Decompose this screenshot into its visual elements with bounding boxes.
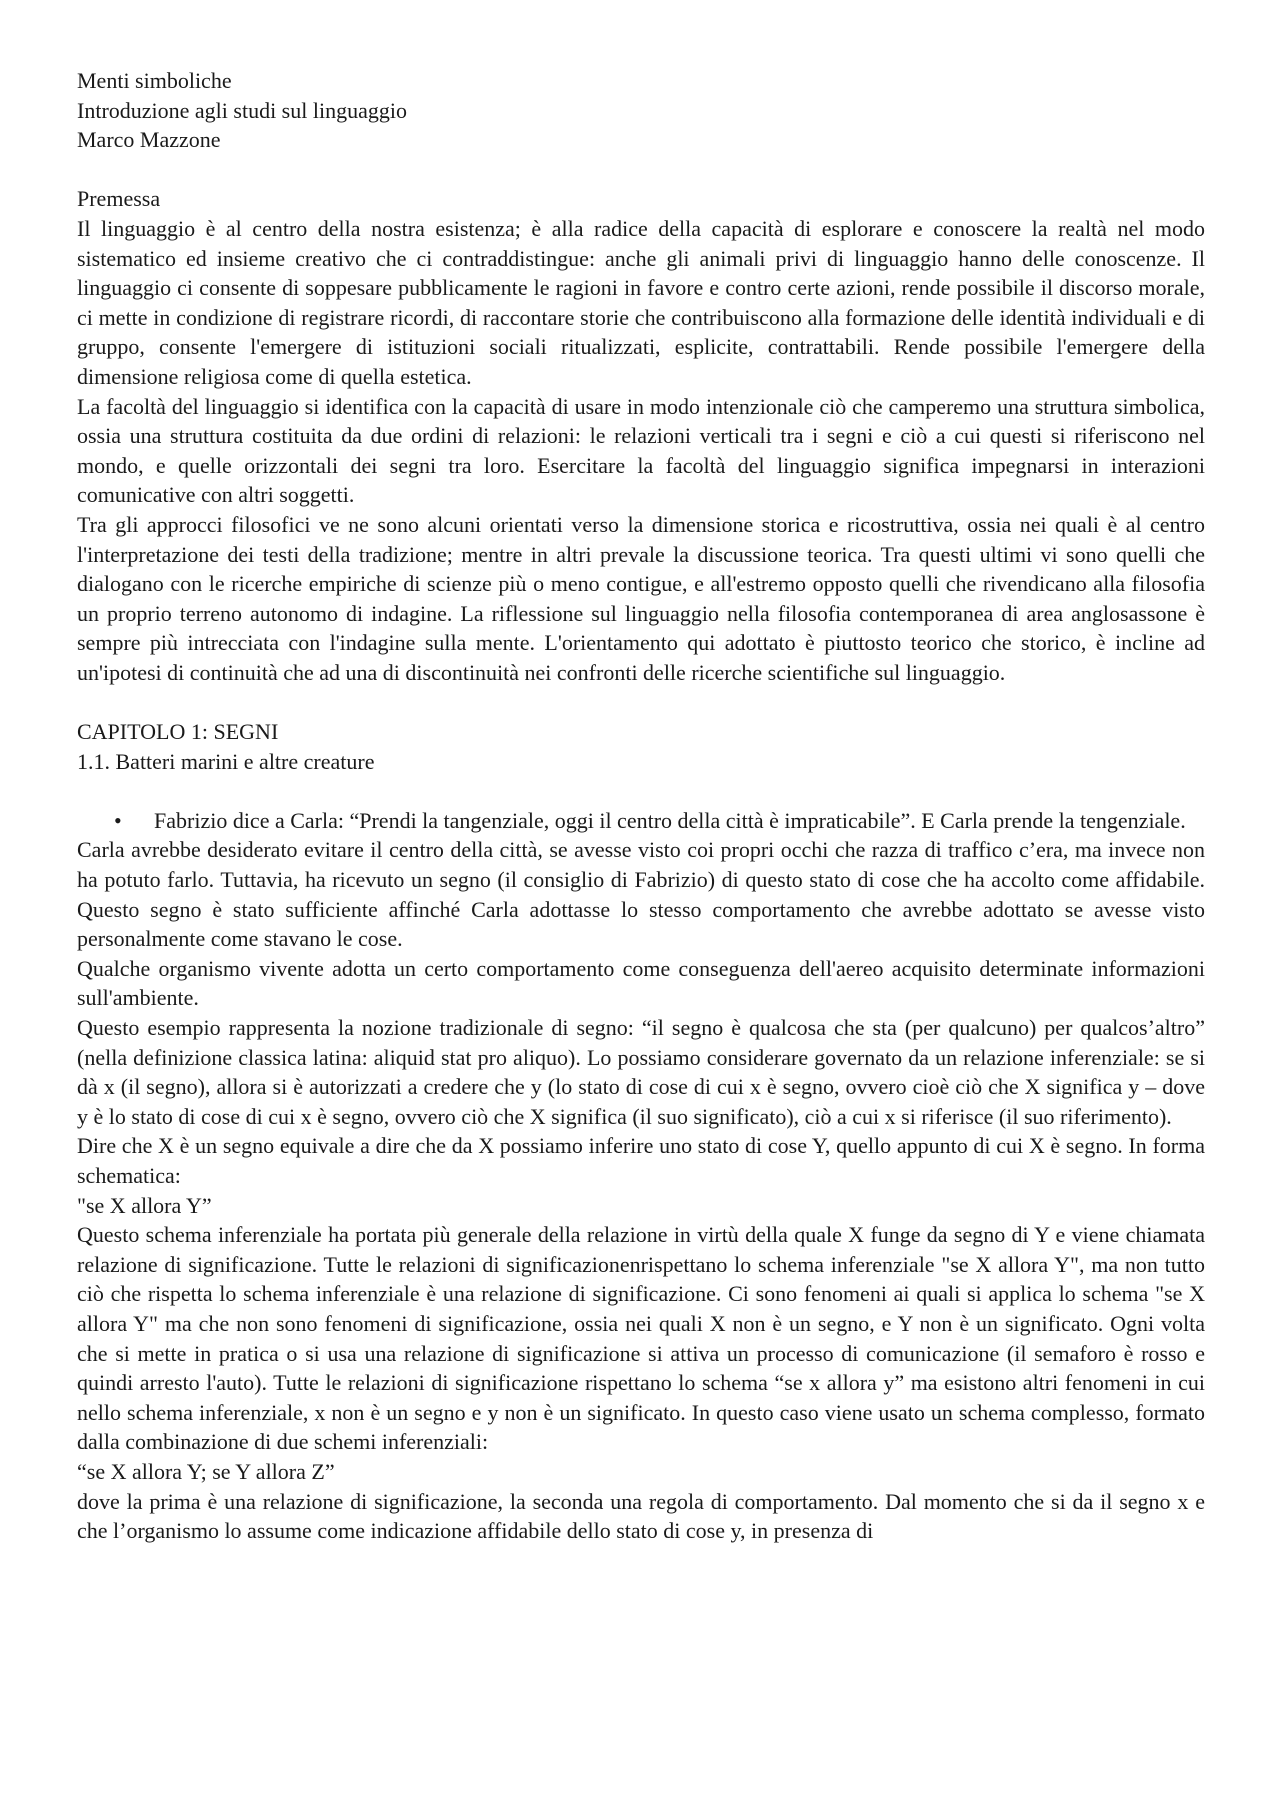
premessa-heading: Premessa	[77, 186, 161, 212]
chapter-paragraph-4: Dire che X è un segno equivale a dire che da X possiamo inferire uno stato di cose Y, quello appunto di cui X è segno. In forma schematica:	[77, 1133, 1205, 1188]
chapter-heading: CAPITOLO 1: SEGNI	[77, 719, 279, 745]
premessa-paragraph-1: Il linguaggio è al centro della nostra esistenza; è alla radice della capacità di esplorare e conoscere la realtà nel modo sistematico ed insieme creativo che ci contraddistingue: anche gli animali privi di linguaggio hanno delle conoscenze. Il linguaggio ci consente di soppesare pubblicamente le ragioni in favore e contro certe azioni, rende possibile il discorso morale, ci mette in condizione di registrare ricordi, di raccontare storie che contribuiscono alla formazione delle identità individuali e di gruppo, consente l'emergere di istituzioni sociali ritualizzati, esplicite, contrattabili. Rende possibile l'emergere della dimensione religiosa come di quella estetica.	[77, 215, 1205, 389]
chapter-paragraph-5: Questo schema inferenziale ha portata più generale della relazione in virtù della quale X funge da segno di Y e viene chiamata relazione di significazione. Tutte le relazioni di significazionenrispettano lo schema inferenziale "se X allora Y", ma non tutto ciò che rispetta lo schema inferenziale è una relazione di significazione. Ci sono fenomeni ai quali si applica lo schema "se X allora Y" ma che non sono fenomeni di significazione, ossia nei quali X non è un segno, e Y non è un significato. Ogni volta che si mette in pratica o si usa una relazione di significazione si attiva un processo di comunicazione (il semaforo è rosso e quindi arresto l'auto). Tutte le relazioni di significazione rispettano lo schema “se x allora y” ma esistono altri fenomeni in cui nello schema inferenziale, x non è un segno e y non è un significato. In questo caso viene usato un schema complesso, formato dalla combinazione di due schemi inferenziali:	[77, 1222, 1205, 1455]
list-item-text: Fabrizio dice a Carla: “Prendi la tangenziale, oggi il centro della città è impraticabile”. E Carla prende la tengenziale.	[154, 807, 1186, 833]
chapter-paragraph-1: Carla avrebbe desiderato evitare il centro della città, se avesse visto coi propri occhi che razza di traffico c’era, ma invece non ha potuto farlo. Tuttavia, ha ricevuto un segno (il consiglio di Fabrizio) di questo stato di cose che ha accolto come affidabile. Questo segno è stato sufficiente affinché Carla adottasse lo stesso comportamento che avrebbe adottato se avesse visto personalmente come stavano le cose.	[77, 837, 1205, 952]
premessa-paragraph-2: La facoltà del linguaggio si identifica con la capacità di usare in modo intenzionale ciò che camperemo una struttura simbolica, ossia una struttura costituita da due ordini di relazioni: le relazioni verticali tra i segni e ciò a cui questi si riferiscono nel mondo, e quelle orizzontali dei segni tra loro. Esercitare la facoltà del linguaggio significa impegnarsi in interazioni comunicative con altri soggetti.	[77, 393, 1205, 508]
bullet-icon: •	[114, 807, 122, 833]
book-subtitle: Introduzione agli studi sul linguaggio	[77, 97, 407, 123]
list-item	[77, 806, 1205, 836]
chapter-paragraph-3: Questo esempio rappresenta la nozione tradizionale di segno: “il segno è qualcosa che sta (per qualcuno) per qualcos’altro” (nella definizione classica latina: aliquid stat pro aliquo). Lo possiamo considerare governato da un relazione inferenziale: se si dà x (il segno), allora si è autorizzati a credere che y (lo stato di cose di cui x è segno, ovvero cioè ciò che X significa y – dove y è lo stato di cose di cui x è segno, ovvero ciò che X significa (il suo significato), ciò a cui x si riferisce (il suo riferimento).	[77, 1015, 1205, 1129]
blank-line	[77, 155, 1205, 185]
example-list	[77, 806, 1205, 836]
book-author: Marco Mazzone	[77, 127, 221, 153]
chapter-paragraph-6: dove la prima è una relazione di significazione, la seconda una regola di comportamento. Dal momento che si da il segno x e che l’organismo lo assume come indicazione affidabile dello stato di cose y, in presenza di	[77, 1488, 1205, 1544]
chapter-paragraph-2: Qualche organismo vivente adotta un certo comportamento come conseguenza dell'aereo acquisito determinate informazioni sull'ambiente.	[77, 955, 1205, 1011]
section-heading: 1.1. Batteri marini e altre creature	[77, 748, 375, 774]
document-page	[77, 66, 1205, 1546]
blank-line	[77, 687, 1205, 717]
book-title: Menti simboliche	[77, 68, 232, 93]
blank-line	[77, 776, 1205, 806]
schema-formula-1: "se X allora Y”	[77, 1192, 212, 1218]
premessa-paragraph-3: Tra gli approcci filosofici ve ne sono alcuni orientati verso la dimensione storica e ricostruttiva, ossia nei quali è al centro l'interpretazione dei testi della tradizione; mentre in altri prevale la discussione teorica. Tra questi ultimi vi sono quelli che dialogano con le ricerche empiriche di scienze più o meno contigue, e all'estremo opposto quelli che rivendicano alla filosofia un proprio terreno autonomo di indagine. La riflessione sul linguaggio nella filosofia contemporanea di area anglosassone è sempre più intrecciata con l'indagine sulla mente. L'orientamento qui adottato è piuttosto teorico che storico, è incline ad un'ipotesi di continuità che ad una di discontinuità nei confronti delle ricerche scientifiche sul linguaggio.	[77, 511, 1205, 685]
schema-formula-2: “se X allora Y; se Y allora Z”	[77, 1458, 335, 1484]
